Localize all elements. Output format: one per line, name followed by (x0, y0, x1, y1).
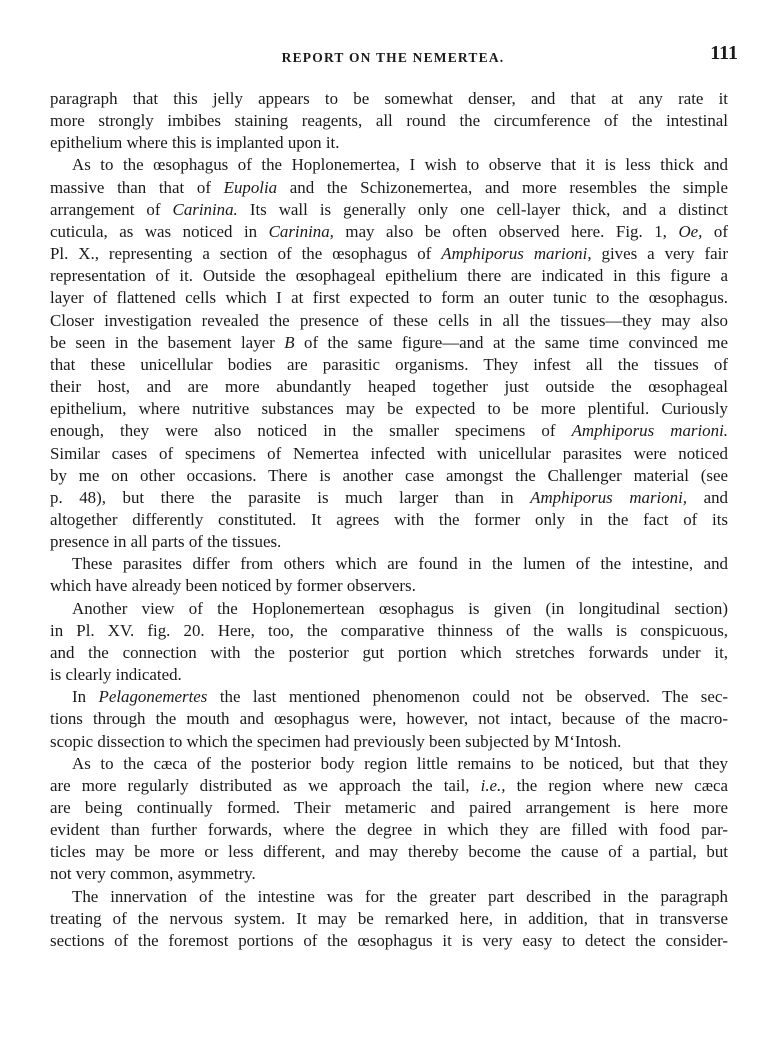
text-run: The innervation of the intestine was for the greater part described in the paragraph (72, 886, 728, 906)
text-line (50, 199, 728, 221)
text-line (50, 753, 728, 775)
text-run: may also be often observed here. Fig. 1, (333, 221, 679, 241)
text-run: which have already been noticed by former observers. (50, 576, 416, 596)
text-run: epithelium, where nutritive substances may be expected to be more plentiful. Curiously (50, 399, 728, 419)
page-number: 111 (710, 42, 738, 64)
text-line (50, 886, 728, 908)
text-line (50, 708, 728, 730)
text-run: cuticula, as was noticed in (50, 221, 269, 241)
text-line (50, 110, 728, 132)
text-run: massive than that of (50, 177, 224, 197)
italic-text: Eupolia (223, 177, 278, 197)
text-line (50, 332, 728, 354)
text-line (50, 841, 728, 863)
text-run: In (72, 687, 99, 707)
text-run: Closer investigation revealed the presence of these cells in all the tissues—they may also (50, 310, 728, 330)
text-line (50, 177, 728, 199)
text-run: enough, they were also noticed in the smaller specimens of (50, 421, 572, 441)
text-run: more strongly imbibes staining reagents, all round the circumference of the intestinal (50, 111, 728, 131)
text-run: of the same figure—and at the same time convinced me (294, 332, 728, 352)
text-line (50, 863, 728, 885)
text-run: by me on other occasions. There is another case amongst the Challenger material (see (50, 465, 728, 485)
text-line (50, 88, 728, 110)
text-run: As to the œsophagus of the Hoplonemertea, I wish to observe that it is less thick and (72, 155, 728, 175)
text-line (50, 420, 728, 442)
text-run: are being continually formed. Their metameric and paired arrangement is here more (50, 798, 728, 817)
text-line (50, 376, 728, 398)
text-line (50, 819, 728, 841)
text-run: the last mentioned phenomenon could not be observed. The sec- (207, 687, 728, 707)
text-run: be seen in the basement layer (50, 332, 285, 352)
text-run: layer of flattened cells which I at first expected to form an outer tunic to the œsophagus. (50, 288, 728, 308)
italic-text: Carinina. (172, 199, 238, 219)
text-line (50, 265, 728, 287)
text-line (50, 686, 728, 708)
running-title: REPORT ON THE NEMERTEA. (281, 50, 505, 65)
text-line (50, 775, 728, 797)
text-line (50, 443, 728, 465)
text-run: Its wall is generally only one cell-layer thick, and a distinct (237, 199, 729, 219)
italic-text: Pelagonemertes (98, 687, 208, 707)
text-run: of (702, 221, 728, 241)
text-line (50, 642, 728, 664)
text-line (50, 908, 728, 930)
text-line (50, 243, 728, 265)
text-run: p. 48), but there the parasite is much larger than in (50, 487, 531, 507)
text-line (50, 221, 728, 243)
text-line (50, 154, 728, 176)
text-line (50, 310, 728, 332)
running-head (48, 42, 738, 72)
text-line (50, 575, 728, 597)
text-run: Another view of the Hoplonemertean œsophagus is given (in longitudinal section) (72, 598, 728, 618)
text-line (50, 132, 728, 154)
text-run: presence in all parts of the tissues. (50, 532, 282, 552)
body-text (50, 88, 728, 952)
text-run: and the connection with the posterior gut portion which stretches forwards under it, (50, 642, 728, 662)
text-run: tions through the mouth and œsophagus were, however, not intact, because of the macro- (50, 709, 728, 729)
text-line (50, 487, 728, 509)
text-line (50, 731, 728, 753)
text-line (50, 398, 728, 420)
text-line (50, 620, 728, 642)
text-run: the region where new cæca (505, 775, 728, 795)
text-run: evident than further forwards, where the degree in which they are filled with food par- (50, 820, 728, 840)
text-run: that these unicellular bodies are parasitic organisms. They infest all the tissues of (50, 354, 728, 374)
text-run: treating of the nervous system. It may be remarked here, in addition, that in transverse (50, 908, 728, 928)
italic-text: Carinina, (268, 221, 334, 241)
text-run: altogether differently constituted. It agrees with the former only in the fact of its (50, 509, 728, 529)
text-run: representation of it. Outside the œsophageal epithelium there are indicated in this figure a (50, 266, 728, 286)
italic-text: Amphiporus marioni. (571, 421, 728, 441)
text-line (50, 531, 728, 553)
italic-text: B (284, 332, 295, 352)
text-line (50, 465, 728, 487)
text-run: These parasites differ from others which are found in the lumen of the intestine, and (72, 554, 728, 574)
text-run: scopic dissection to which the specimen had previously been subjected by M‘Intosh. (50, 731, 622, 751)
italic-text: Oe, (678, 221, 703, 241)
italic-text: Amphiporus marioni, (441, 244, 592, 264)
text-run: Similar cases of specimens of Nemertea infected with unicellular parasites were noticed (50, 443, 728, 463)
text-run: in Pl. XV. fig. 20. Here, too, the comparative thinness of the walls is conspicuous, (50, 620, 728, 640)
italic-text: i.e., (480, 775, 506, 795)
text-run: arrangement of (50, 199, 173, 219)
text-run: ticles may be more or less different, and may thereby become the cause of a partial, but (50, 842, 728, 862)
text-line (50, 509, 728, 531)
text-line (50, 354, 728, 376)
text-run: As to the cæca of the posterior body region little remains to be noticed, but that they (72, 753, 728, 773)
text-run: is clearly indicated. (50, 665, 182, 685)
text-line (50, 598, 728, 620)
text-run: gives a very fair (591, 244, 728, 264)
text-run: paragraph that this jelly appears to be somewhat denser, and that at any rate it (50, 89, 728, 108)
text-line (50, 664, 728, 686)
text-run: sections of the foremost portions of the œsophagus it is very easy to detect the consider- (50, 930, 728, 950)
italic-text: Amphiporus marioni, (530, 487, 688, 507)
text-run: Pl. X., representing a section of the œsophagus of (50, 244, 442, 264)
text-line (50, 797, 728, 819)
text-run: and (687, 487, 728, 507)
text-run: their host, and are more abundantly heaped together just outside the œsophageal (50, 377, 728, 397)
text-run: not very common, asymmetry. (50, 864, 256, 884)
text-run: and the Schizonemertea, and more resembles the simple (277, 177, 728, 197)
text-run: epithelium where this is implanted upon it. (50, 133, 340, 153)
text-line (50, 287, 728, 309)
text-run: are more regularly distributed as we approach the tail, (50, 775, 481, 795)
text-line (50, 553, 728, 575)
text-line (50, 930, 728, 952)
